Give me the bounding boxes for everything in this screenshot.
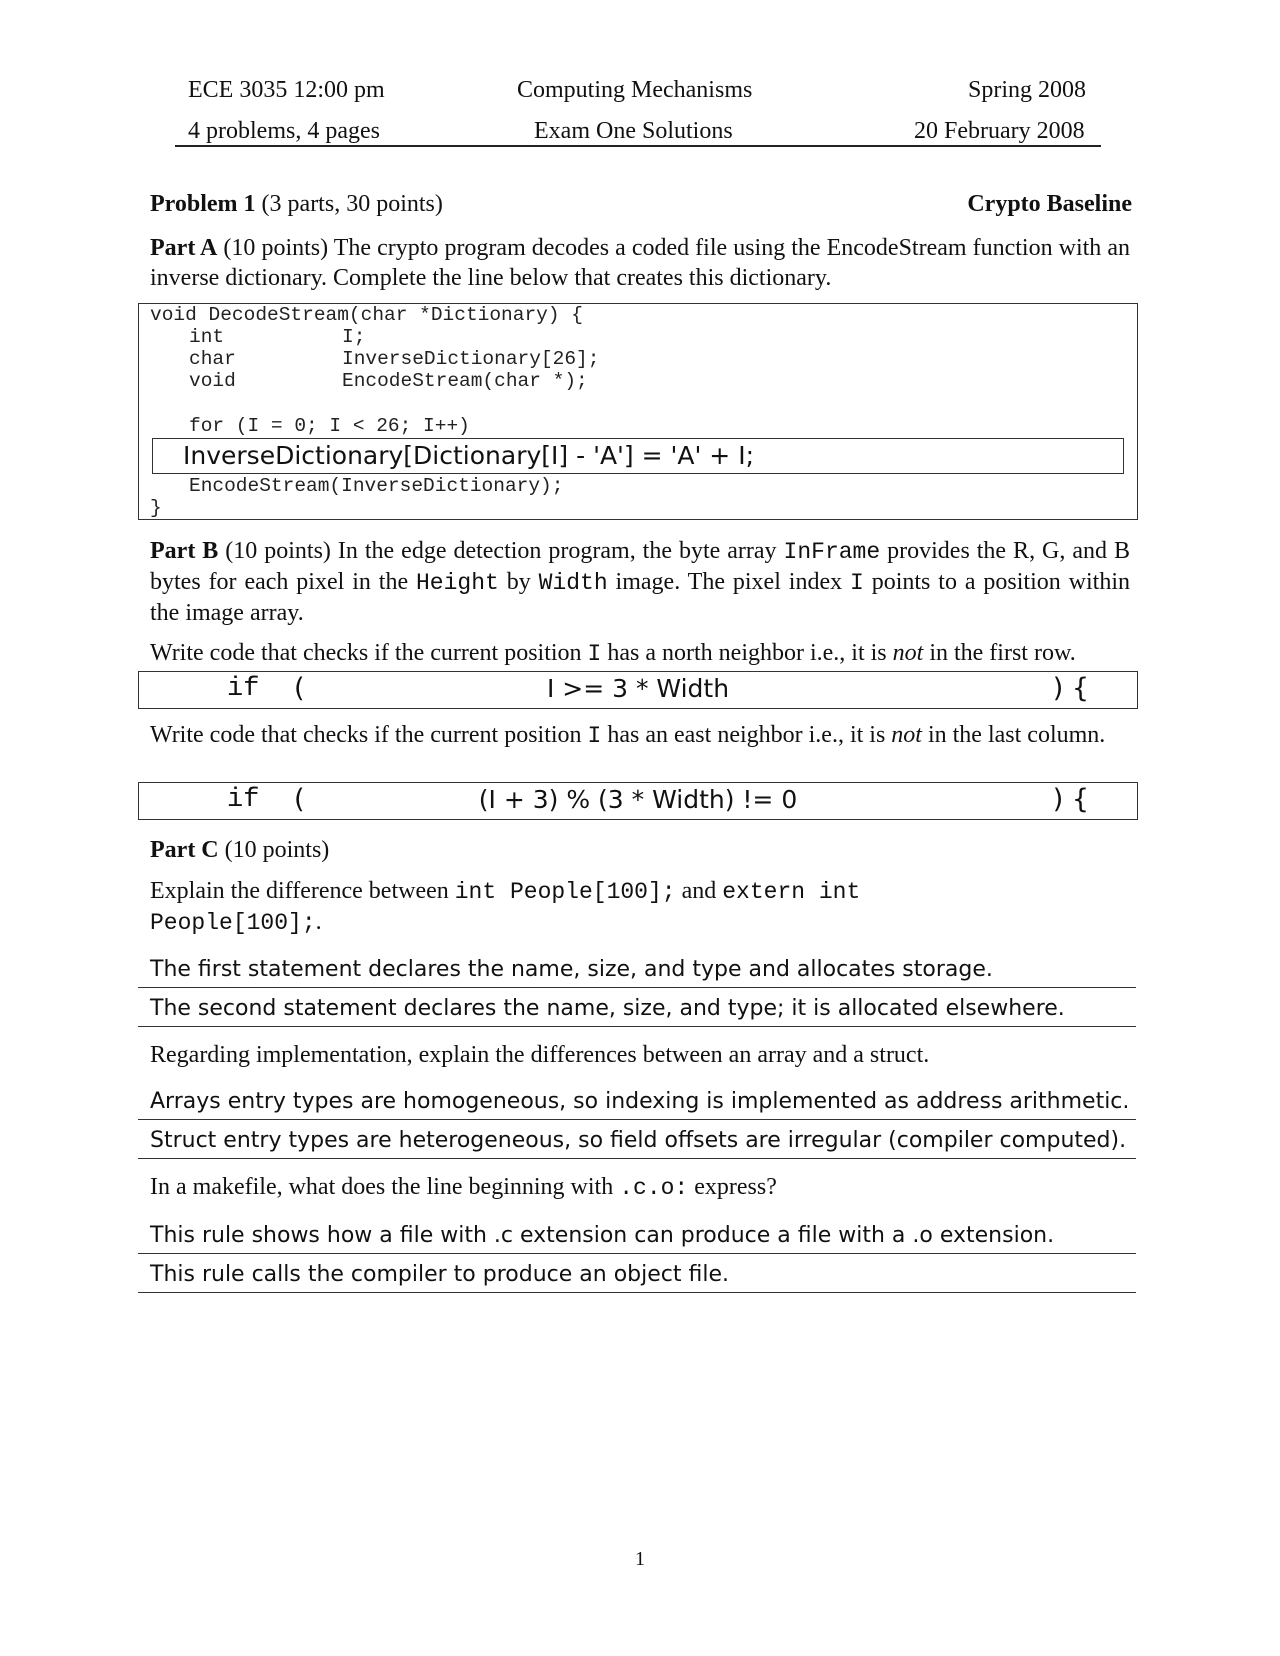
code-i: I [587, 723, 602, 749]
part-b-text: by [498, 569, 539, 595]
answer-line [138, 1081, 1136, 1120]
code-i: I [587, 641, 602, 667]
part-c-heading [150, 835, 1130, 865]
part-b-q2 [150, 720, 1130, 751]
part-b-intro [150, 536, 1130, 628]
code-suffix-rule: .c.o: [619, 1175, 689, 1201]
header-date: 20 February 2008 [914, 118, 1085, 144]
answer-line [138, 949, 1136, 988]
problem-label: Problem 1 [150, 191, 256, 217]
open-paren: ( [294, 673, 305, 704]
header-title: Computing Mechanisms [517, 77, 753, 103]
open-paren: ( [294, 784, 305, 815]
answer-text: This rule calls the compiler to produce an object file. [150, 1262, 729, 1287]
header-exam: Exam One Solutions [534, 118, 733, 144]
part-b-text: (10 points) In the edge detection program, the byte array [225, 538, 784, 564]
question-text: Explain the difference between [150, 878, 455, 904]
close-brace: ) { [1052, 784, 1089, 815]
part-b-text: image. The pixel index [607, 569, 850, 595]
code-decl-name: InverseDictionary[26]; [342, 348, 600, 370]
answer-line [138, 1120, 1136, 1159]
question-text: in the last column. [921, 722, 1106, 748]
question-text: Write code that checks if the current position [150, 722, 588, 748]
header-course: ECE 3035 12:00 pm [188, 77, 385, 103]
answer-text: This rule shows how a file with .c extension can produce a file with a .o extension. [150, 1223, 1055, 1248]
problem-topic [967, 190, 1132, 218]
emphasis-not: not [891, 722, 922, 748]
part-c-points: (10 points) [224, 837, 330, 863]
part-c-q1 [150, 876, 950, 938]
code-line-signature: void DecodeStream(char *Dictionary) { [150, 304, 583, 326]
code-call-line: EncodeStream(InverseDictionary); [189, 475, 564, 497]
part-c-q2: Regarding implementation, explain the differences between an array and a struct. [150, 1042, 930, 1068]
if-keyword: if [227, 785, 260, 815]
close-brace: ) { [1052, 673, 1089, 704]
part-c-q3 [150, 1172, 1130, 1203]
part-b-label: Part B [150, 538, 219, 564]
part-c-label: Part C [150, 837, 219, 863]
answer-line [138, 988, 1136, 1027]
code-i: I [850, 570, 864, 596]
code-close-brace: } [150, 497, 162, 519]
if-keyword: if [227, 674, 260, 704]
part-b-answer-box-1 [138, 671, 1138, 709]
problem-info: (3 parts, 30 points) [261, 191, 443, 217]
code-for-line: for (I = 0; I < 26; I++) [189, 415, 470, 437]
code-decl-type: void [189, 370, 236, 392]
code-height: Height [416, 570, 499, 596]
header-problems: 4 problems, 4 pages [188, 118, 380, 144]
part-b-q1 [150, 638, 1130, 669]
answer-text: Arrays entry types are homogeneous, so indexing is implemented as address arithmetic. [150, 1089, 1130, 1114]
code-extern-decl: extern int People[100]; [150, 879, 861, 936]
header-term: Spring 2008 [968, 77, 1087, 103]
part-a-body: (10 points) The crypto program decodes a coded file using the EncodeStream function with an inverse dictionary. Complete the line below that creates this dictionary. [150, 235, 1130, 291]
code-decl-type: int [189, 326, 225, 348]
code-decl: int People[100]; [454, 879, 676, 905]
header-rule [175, 145, 1101, 147]
answer-line [138, 1215, 1136, 1254]
question-text: Write code that checks if the current position [150, 640, 588, 666]
question-text: has an east neighbor i.e., it is [601, 722, 892, 748]
answer-text: Struct entry types are heterogeneous, so field offsets are irregular (compiler computed). [150, 1128, 1127, 1153]
part-a-label: Part A [150, 235, 218, 261]
answer-text: The second statement declares the name, size, and type; it is allocated elsewhere. [150, 996, 1065, 1021]
question-text: . [315, 909, 322, 935]
part-a-text [150, 233, 1130, 293]
part-b-answer-2: (I + 3) % (3 * Width) != 0 [478, 785, 798, 814]
code-width: Width [538, 570, 608, 596]
problem-heading [150, 190, 443, 218]
question-text: has a north neighbor i.e., it is [601, 640, 893, 666]
answer-line [138, 1254, 1136, 1293]
part-b-answer-box-2 [138, 782, 1138, 820]
part-b-text: provides the R, G, and B bytes for each pixel in the [150, 538, 1130, 595]
question-text: In a makefile, what does the line beginning with [150, 1174, 620, 1200]
problem-topic-text: Crypto Baseline [967, 191, 1132, 217]
part-a-answer: InverseDictionary[Dictionary[I] - 'A'] = 'A' + I; [183, 441, 754, 470]
code-decl-name: I; [342, 326, 366, 348]
part-b-answer-1: I >= 3 * Width [546, 674, 730, 703]
code-decl-type: char [189, 348, 236, 370]
part-b-text: points to a position within the image array. [150, 569, 1131, 626]
question-text: and [675, 878, 723, 904]
question-text: express? [688, 1174, 777, 1200]
part-a-answer-box [152, 438, 1124, 474]
answer-text: The first statement declares the name, size, and type and allocates storage. [150, 957, 993, 982]
emphasis-not: not [892, 640, 924, 666]
page-number: 1 [635, 1548, 645, 1570]
code-decl-name: EncodeStream(char *); [342, 370, 588, 392]
question-text: in the first row. [923, 640, 1076, 666]
code-inframe: InFrame [783, 539, 881, 565]
